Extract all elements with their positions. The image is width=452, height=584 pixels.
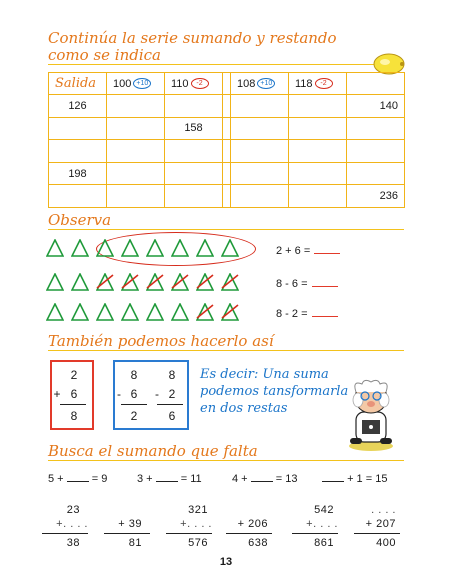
addition-middle[interactable]: +. . . . bbox=[180, 518, 212, 530]
crossed-triangle bbox=[146, 273, 164, 291]
table-cell: 236 bbox=[347, 185, 405, 208]
table-cell bbox=[223, 117, 231, 140]
triangle bbox=[171, 239, 189, 257]
table-cell[interactable] bbox=[231, 95, 289, 118]
addition-top[interactable] bbox=[226, 503, 272, 517]
series-header-row bbox=[49, 73, 405, 95]
answer-blank[interactable] bbox=[322, 472, 344, 482]
sum-result: 8 bbox=[70, 409, 78, 423]
subtrahend: 6 bbox=[130, 387, 138, 401]
plus-badge: +10 bbox=[257, 78, 275, 89]
missing-addend-equation: 4 + = 13 bbox=[232, 473, 298, 485]
table-row bbox=[49, 162, 405, 185]
table-cell[interactable] bbox=[347, 140, 405, 163]
addition-middle[interactable]: +. . . . bbox=[56, 518, 88, 530]
triangle bbox=[146, 239, 164, 257]
addition-top: 321 bbox=[188, 504, 208, 516]
answer-blank[interactable] bbox=[67, 472, 89, 482]
table-cell bbox=[223, 73, 231, 95]
missing-addend-equation: 3 + = 11 bbox=[137, 473, 202, 485]
table-cell bbox=[223, 140, 231, 163]
subtraction-bar bbox=[121, 404, 147, 405]
triangle bbox=[46, 239, 64, 257]
addition-top[interactable] bbox=[104, 503, 150, 517]
triangle bbox=[121, 303, 139, 321]
sum-box bbox=[50, 360, 94, 430]
heading-rule bbox=[48, 229, 404, 230]
table-cell[interactable] bbox=[289, 95, 347, 118]
operator: - bbox=[117, 387, 121, 401]
table-cell: 198 bbox=[49, 162, 107, 185]
section-heading-busca: Busca el sumando que falta bbox=[48, 442, 258, 460]
subtraction-bar bbox=[157, 404, 183, 405]
triangle bbox=[46, 303, 64, 321]
table-cell[interactable] bbox=[289, 185, 347, 208]
explanation-note: Es decir: Una suma podemos tansformarla en dos restas bbox=[200, 367, 349, 416]
table-cell bbox=[347, 73, 405, 95]
table-cell[interactable] bbox=[165, 185, 223, 208]
table-cell[interactable] bbox=[289, 117, 347, 140]
addition-middle[interactable]: +. . . . bbox=[306, 518, 338, 530]
answer-blank[interactable] bbox=[314, 244, 340, 254]
table-cell[interactable] bbox=[165, 95, 223, 118]
column-addition bbox=[292, 503, 338, 547]
table-cell[interactable] bbox=[107, 117, 165, 140]
addition-sum: 861 bbox=[292, 533, 338, 547]
table-cell: 126 bbox=[49, 95, 107, 118]
operator: - bbox=[155, 387, 159, 401]
operator: + bbox=[53, 387, 61, 401]
table-cell[interactable] bbox=[107, 95, 165, 118]
triangle bbox=[121, 239, 139, 257]
column-addition bbox=[354, 503, 400, 547]
table-cell[interactable] bbox=[289, 140, 347, 163]
table-row bbox=[49, 95, 405, 118]
table-row bbox=[49, 140, 405, 163]
column-addition bbox=[166, 503, 212, 547]
triangle bbox=[146, 303, 164, 321]
column-addition bbox=[42, 503, 88, 547]
triangle bbox=[71, 239, 89, 257]
table-cell[interactable] bbox=[289, 162, 347, 185]
addend: 6 bbox=[70, 387, 78, 401]
observa-equation: 2 + 6 = bbox=[276, 244, 340, 257]
triangle bbox=[46, 273, 64, 291]
series-start-cell: 110 -2 bbox=[165, 73, 223, 95]
table-cell[interactable] bbox=[347, 162, 405, 185]
column-addition bbox=[104, 503, 150, 547]
sum-bar bbox=[60, 404, 86, 405]
triangle bbox=[71, 303, 89, 321]
missing-addend-equation: + 1 = 15 bbox=[322, 472, 387, 485]
triangle bbox=[96, 303, 114, 321]
addend: 2 bbox=[70, 368, 78, 382]
crossed-triangle bbox=[221, 273, 239, 291]
table-cell[interactable] bbox=[107, 185, 165, 208]
series-start-cell: 100 +10 bbox=[107, 73, 165, 95]
table-cell[interactable] bbox=[231, 140, 289, 163]
minuend: 8 bbox=[130, 368, 138, 382]
addition-top: 542 bbox=[314, 504, 334, 516]
addition-sum: 400 bbox=[354, 533, 400, 547]
triangle bbox=[171, 303, 189, 321]
addition-sum: 638 bbox=[226, 533, 272, 547]
table-row bbox=[49, 185, 405, 208]
triangle bbox=[71, 273, 89, 291]
subtraction-box bbox=[113, 360, 189, 430]
difference: 6 bbox=[168, 409, 176, 423]
table-cell bbox=[223, 162, 231, 185]
addition-sum: 81 bbox=[104, 533, 150, 547]
table-cell[interactable] bbox=[49, 117, 107, 140]
section-heading-continua: Continúa la serie sumando y restando como se indica bbox=[48, 29, 337, 64]
table-row bbox=[49, 117, 405, 140]
triangle bbox=[196, 239, 214, 257]
answer-blank[interactable] bbox=[156, 472, 178, 482]
observa-equation: 8 - 6 = bbox=[276, 277, 338, 290]
minus-badge: -2 bbox=[315, 78, 333, 89]
crossed-triangle bbox=[196, 303, 214, 321]
addition-middle: + 207 bbox=[365, 518, 396, 530]
professor-illustration bbox=[338, 376, 404, 452]
subtrahend: 2 bbox=[168, 387, 176, 401]
table-cell[interactable] bbox=[347, 117, 405, 140]
section-heading-observa: Observa bbox=[48, 211, 112, 229]
table-cell[interactable] bbox=[231, 185, 289, 208]
answer-blank[interactable] bbox=[312, 307, 338, 317]
table-cell[interactable] bbox=[231, 162, 289, 185]
crossed-triangle bbox=[221, 303, 239, 321]
series-start-cell: 118 -2 bbox=[289, 73, 347, 95]
table-cell bbox=[223, 95, 231, 118]
addition-middle: + 206 bbox=[237, 518, 268, 530]
heading-rule bbox=[48, 350, 404, 351]
addition-sum: 38 bbox=[42, 533, 88, 547]
triangle-row bbox=[46, 273, 256, 293]
addition-sum: 576 bbox=[166, 533, 212, 547]
table-cell[interactable] bbox=[107, 162, 165, 185]
heading-rule bbox=[48, 460, 404, 461]
series-table bbox=[48, 72, 405, 208]
table-cell: 140 bbox=[347, 95, 405, 118]
table-cell: 158 bbox=[165, 117, 223, 140]
triangle bbox=[221, 239, 239, 257]
difference: 2 bbox=[130, 409, 138, 423]
minus-badge: -2 bbox=[191, 78, 209, 89]
crossed-triangle bbox=[96, 273, 114, 291]
crossed-triangle bbox=[171, 273, 189, 291]
section-heading-tambien: También podemos hacerlo así bbox=[48, 332, 274, 350]
plus-badge: +10 bbox=[133, 78, 151, 89]
table-cell[interactable] bbox=[165, 162, 223, 185]
table-cell bbox=[223, 185, 231, 208]
answer-blank[interactable] bbox=[251, 472, 273, 482]
missing-addend-equation: 5 + = 9 bbox=[48, 473, 108, 485]
table-cell[interactable] bbox=[107, 140, 165, 163]
heading-rule bbox=[48, 64, 404, 65]
minuend: 8 bbox=[168, 368, 176, 382]
triangle-row bbox=[46, 239, 256, 259]
table-cell[interactable] bbox=[49, 185, 107, 208]
triangle bbox=[96, 239, 114, 257]
addition-top[interactable]: . . . . bbox=[371, 504, 396, 516]
salida-label: Salida bbox=[49, 73, 107, 95]
addition-middle: + 39 bbox=[118, 518, 142, 530]
triangle-row bbox=[46, 303, 256, 323]
page-number: 13 bbox=[219, 556, 233, 568]
table-cell[interactable] bbox=[231, 117, 289, 140]
table-cell[interactable] bbox=[165, 140, 223, 163]
crossed-triangle bbox=[196, 273, 214, 291]
series-start-cell: 108 +10 bbox=[231, 73, 289, 95]
addition-top: 23 bbox=[66, 504, 80, 516]
answer-blank[interactable] bbox=[312, 277, 338, 287]
column-addition bbox=[226, 503, 272, 547]
observa-equation: 8 - 2 = bbox=[276, 307, 338, 320]
crossed-triangle bbox=[121, 273, 139, 291]
table-cell[interactable] bbox=[49, 140, 107, 163]
